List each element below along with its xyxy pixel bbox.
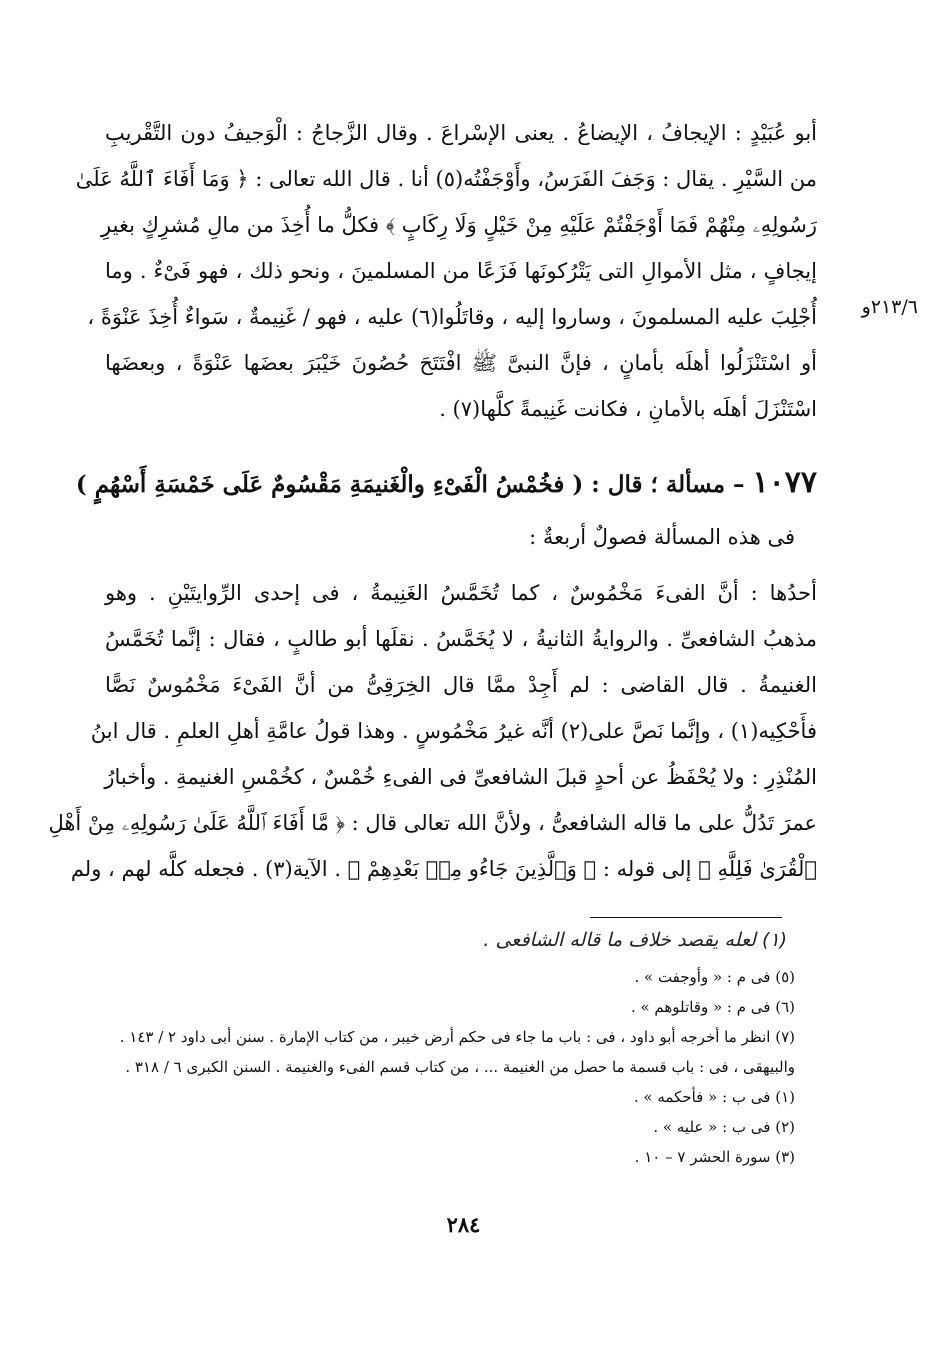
footnote: (٥) فى م : « وأوجفت » . <box>634 968 795 986</box>
footnote: (٢) فى ب : « عليه » . <box>653 1118 795 1136</box>
body-line: من السَّيْرِ . يقال : وَجَفَ الفَرَسُ، وأَوْجَفْتُه(٥) أنا . قال الله تعالى : ﴿ وَمَا أَفَاءَ ٱللَّهُ عَلَىٰ <box>75 167 817 191</box>
section-line: أحدُها : أنَّ الفىءَ مَخْمُوسٌ ، كما تُخَمَّسُ الغَنِيمةُ ، فى إحدى الرِّوايتَيْنِ . وهو <box>105 581 817 605</box>
issue-label: – مسألة ؛ قال : <box>591 471 745 498</box>
section-line: الغنيمةُ . قال القاضى : لم أَجِدْ ممَّا قال الخِرَقِىُّ من أنَّ الفَىْءَ مَخْمُوسٌ نَصًّا <box>105 673 817 697</box>
section-line: فأَحْكِيه(١) ، وإنَّما نَصَّ على(٢) أنَّه غيرُ مَخْمُوسٍ . وهذا قولُ عامَّةِ أهلِ العلمِ . قال ابنُ <box>90 719 817 743</box>
body-line: أُجْلِبَ عليه المسلمونَ ، وساروا إليه ، وقاتَلُوا(٦) عليه ، فهو / غَنِيمةٌ ، سَواءٌ أُخِذَ عَنْوَةً ، <box>87 305 817 329</box>
handwritten-note: (١) لعله يقصد خلاف ما قاله الشافعى . <box>483 929 787 951</box>
footnote: (١) فى ب : « فأحكمه » . <box>633 1088 795 1106</box>
footnote: (٣) سورة الحشر ٧ – ١٠ . <box>634 1148 795 1166</box>
footnote: والبيهقى ، فى : باب قسمة ما حصل من الغنيمة ... ، من كتاب قسم الفىء والغنيمة . السنن الكبرى ٦ / ٣١٨ . <box>125 1058 795 1076</box>
issue-number: ١٠٧٧ <box>752 465 817 500</box>
page-number: ٢٨٤ <box>446 1212 481 1237</box>
section-line: عمرَ تَدُلُّ على ما قاله الشافعىُّ ، ولأنَّ الله تعالى قال : ﴿ مَّا أَفَاءَ ٱللَّهُ عَلَىٰ رَسُولِهِۦ مِنْ أَهْلِ <box>48 811 817 835</box>
body-line: رَسُولِهِۦ مِنْهُمْ فَمَا أَوْجَفْتُمْ عَلَيْهِ مِنْ خَيْلٍ وَلَا رِكَابٍ ﴾ فكلُّ ما أُخِذَ من مالِ مُشرِكٍ بغيرِ <box>101 213 817 237</box>
body-line: أبو عُبَيْدٍ : الإيجافُ ، الإيضاعُ . يعنى الإسْراعَ . وقال الزَّجاجُ : الْوَجيفُ دون التَّقْريبِ <box>105 121 817 145</box>
margin-reference: ٢١٣/٦و <box>861 296 918 318</box>
body-line: إيجافٍ ، مثل الأموالِ التى يَتْرُكونَها فَزَعًا من المسلمينَ ، ونحو ذلك ، فهو فَىْءٌ . وما <box>105 259 817 283</box>
section-paragraph <box>48 570 817 892</box>
body-line: اسْتَنْزَلَ أهلَه بالأمانِ ، فكانت غَنِيمةً كلَّها(٧) . <box>439 397 817 421</box>
footnote: (٦) فى م : « وقاتلوهم » . <box>630 998 795 1016</box>
top-paragraph <box>75 110 817 432</box>
section-intro: فى هذه المسألة فصولٌ أربعةٌ : <box>529 525 795 549</box>
issue-heading <box>75 458 817 510</box>
footnotes <box>105 962 795 1172</box>
section-line: مذهبُ الشافعىِّ . والروايةُ الثانيةُ ، لا يُخَمَّسُ . نقلَها أبو طالبٍ ، فقال : إنَّما تُخَمَّسُ <box>105 627 817 651</box>
footnote: (٧) انظر ما أخرجه أبو داود ، فى : باب ما جاء فى حكم أرض خيبر ، من كتاب الإمارة . سنن أبى داود ٢ / ١٤٣ . <box>119 1028 795 1046</box>
body-line: أو اسْتَنْزَلُوا أهلَه بأمانٍ ، فإنَّ النبىَّ ﷺ افْتَتَحَ حُصُونَ خَيْبَرَ بعضَها عَنْوَةً ، وبعضَها <box>105 351 817 375</box>
issue-quote: ( فخُمْسُ الْفَىْءِ والْغَنيمَةِ مَقْسُومٌ عَلَى خَمْسَةِ أَسْهُمٍ ) <box>75 471 584 498</box>
footnote-separator <box>590 917 782 918</box>
section-line: ٱلْقُرَىٰ فَلِلَّهِ ﴾ إلى قوله : ﴿ وَٱلَّذِينَ جَاءُو مِنۢ بَعْدِهِمْ ﴾ . الآية(٣) . فجعله كلَّه لهم ، ولم <box>70 857 817 881</box>
section-line: المُنْذِرِ : ولا يُحْفَظُ عن أحدٍ قبلَ الشافعىِّ فى الفىءِ خُمْسٌ ، كخُمْسِ الغنيمةِ . وأخبارُ <box>104 765 817 789</box>
